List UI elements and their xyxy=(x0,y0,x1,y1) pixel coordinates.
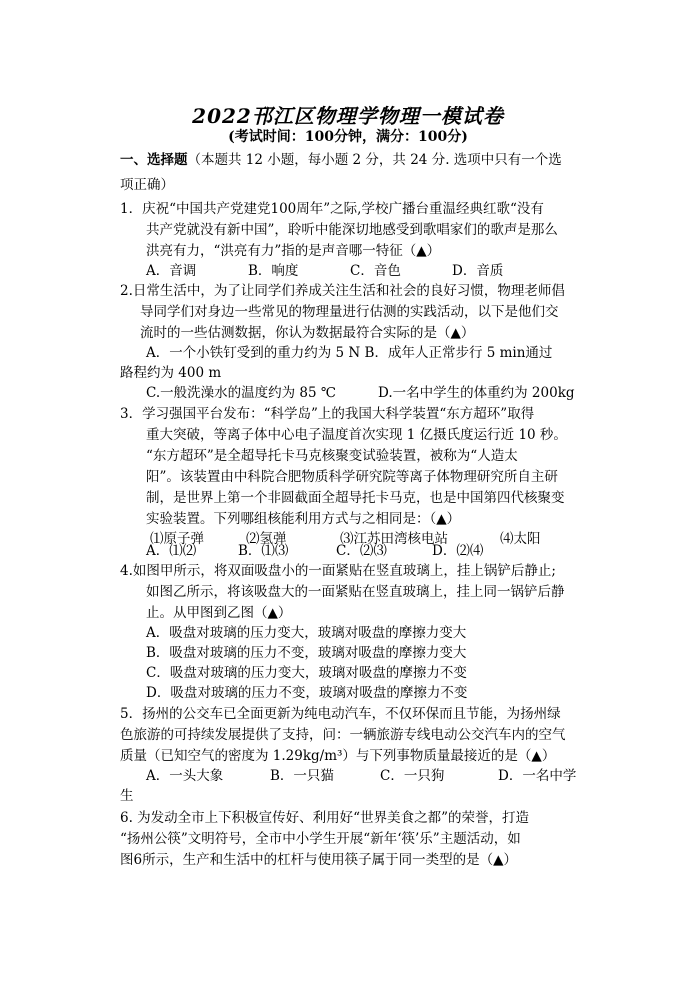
q3-item-3: ⑶江苏田湾核电站 xyxy=(340,531,448,547)
q4-line1: 4.如图甲所示，将双面吸盘小的一面紧贴在竖直玻璃上，挂上锅铲后静止; xyxy=(120,563,556,579)
q6-line1: 6. 为发动全市上下积极宣传好、利用好“世界美食之都”的荣誉，打造 xyxy=(120,810,529,826)
q2-option-d: D.一名中学生的体重约为 200kg xyxy=(378,385,575,401)
q6-line3: 图6所示，生产和生活中的杠杆与使用筷子属于同一类型的是（▲） xyxy=(120,852,517,868)
q3-option-b: B．⑴⑶ xyxy=(238,543,289,559)
q5-line3: 质量（已知空气的密度为 1.29kg/m³）与下列事物质量最接近的是（▲） xyxy=(120,748,556,764)
q2-line3: 流时的一些估测数据，你认为数据最符合实际的是（▲） xyxy=(140,325,475,341)
q4-option-b: B．吸盘对玻璃的压力不变，玻璃对吸盘的摩擦力变大 xyxy=(146,645,467,661)
q1-line2: 共产党就没有新中国”，聆听中能深切地感受到歌唱家们的歌声是那么 xyxy=(146,222,558,238)
section-title: 一、选择题 xyxy=(120,152,188,168)
q3-option-c: C．⑵⑶ xyxy=(336,543,387,559)
q1-line1: 1．庆祝“中国共产党建党100周年”之际,学校广播台重温经典红歌“没有 xyxy=(120,201,544,217)
q1-line3: 洪亮有力，“洪亮有力”指的是声音哪一特征（▲） xyxy=(146,243,441,259)
q4-line3: 止。从甲图到乙图（▲） xyxy=(146,605,292,621)
q5-option-d-cont: 生 xyxy=(120,788,134,804)
section-instructions-cont: 项正确） xyxy=(120,177,174,193)
q4-option-c: C．吸盘对玻璃的压力变大，玻璃对吸盘的摩擦力不变 xyxy=(146,665,467,681)
exam-subtitle: (考试时间：100分钟，满分：100分) xyxy=(228,129,468,145)
q3-line3: “东方超环”是全超导托卡马克核聚变试验装置，被称为“人造太 xyxy=(146,448,518,464)
q3-line1: 3．学习强国平台发布：“科学岛”上的我国大科学装置“东方超环”取得 xyxy=(120,406,535,422)
q3-line5: 制，是世界上第一个非圆截面全超导托卡马克，也是中国第四代核聚变 xyxy=(146,490,565,506)
q5-line2: 色旅游的可持续发展提供了支持，问：一辆旅游专线电动公交汽车内的空气 xyxy=(120,727,566,743)
q3-line2: 重大突破，等离子体中心电子温度首次实现 1 亿摄氏度运行近 10 秒。 xyxy=(146,427,567,443)
q4-option-a: A．吸盘对玻璃的压力变大，玻璃对吸盘的摩擦力变大 xyxy=(146,625,467,641)
q3-item-4: ⑷太阳 xyxy=(500,531,541,547)
q2-options-ab-cont: 路程约为 400 m xyxy=(120,365,222,381)
section-heading-line xyxy=(120,150,562,170)
section-instructions: （本题共 12 小题，每小题 2 分，共 24 分. 选项中只有一个选 xyxy=(187,152,562,168)
q1-option-a: A．音调 xyxy=(146,263,197,279)
q5-line1: 5．扬州的公交车已全面更新为纯电动汽车，不仅环保而且节能，为扬州绿 xyxy=(120,706,561,722)
q2-line1: 2.日常生活中，为了让同学们养成关注生活和社会的良好习惯，物理老师倡 xyxy=(120,283,565,299)
q2-line2: 导同学们对身边一些常见的物理量进行估测的实践活动，以下是他们交 xyxy=(140,304,559,320)
q5-option-d: D．一名中学 xyxy=(498,768,577,784)
q5-option-a: A．一头大象 xyxy=(146,768,224,784)
q3-line6: 实验装置。下列哪组核能利用方式与之相同是：（▲） xyxy=(146,511,461,527)
q3-option-d: D．⑵⑷ xyxy=(432,543,484,559)
q3-line4: 阳”。该装置由中科院合肥物质科学研究院等离子体物理研究所自主研 xyxy=(146,469,558,485)
q4-line2: 如图乙所示，将该吸盘大的一面紧贴在竖直玻璃上，挂上同一锅铲后静 xyxy=(146,584,565,600)
q1-option-d: D．音质 xyxy=(452,263,504,279)
q1-option-b: B．响度 xyxy=(248,263,299,279)
q2-option-c: C.一般洗澡水的温度约为 85 ℃ xyxy=(146,385,337,401)
q2-options-ab: A．一个小铁钉受到的重力约为 5 N B．成年人正常步行 5 min通过 xyxy=(146,345,553,361)
q3-item-1: ⑴原子弹 xyxy=(150,531,204,547)
q3-option-a: A．⑴⑵ xyxy=(146,543,197,559)
q3-item-2: ⑵氢弹 xyxy=(246,531,287,547)
q1-option-c: C．音色 xyxy=(350,263,401,279)
q5-option-c: C．一只狗 xyxy=(380,768,445,784)
q4-option-d: D．吸盘对玻璃的压力不变，玻璃对吸盘的摩擦力不变 xyxy=(146,685,468,701)
exam-title: 2022邗江区物理学物理一模试卷 xyxy=(192,104,504,128)
q6-line2: “扬州公筷”文明符号，全市中小学生开展“新年‘筷’乐”主题活动，如 xyxy=(120,831,521,847)
q5-option-b: B．一只猫 xyxy=(270,768,334,784)
